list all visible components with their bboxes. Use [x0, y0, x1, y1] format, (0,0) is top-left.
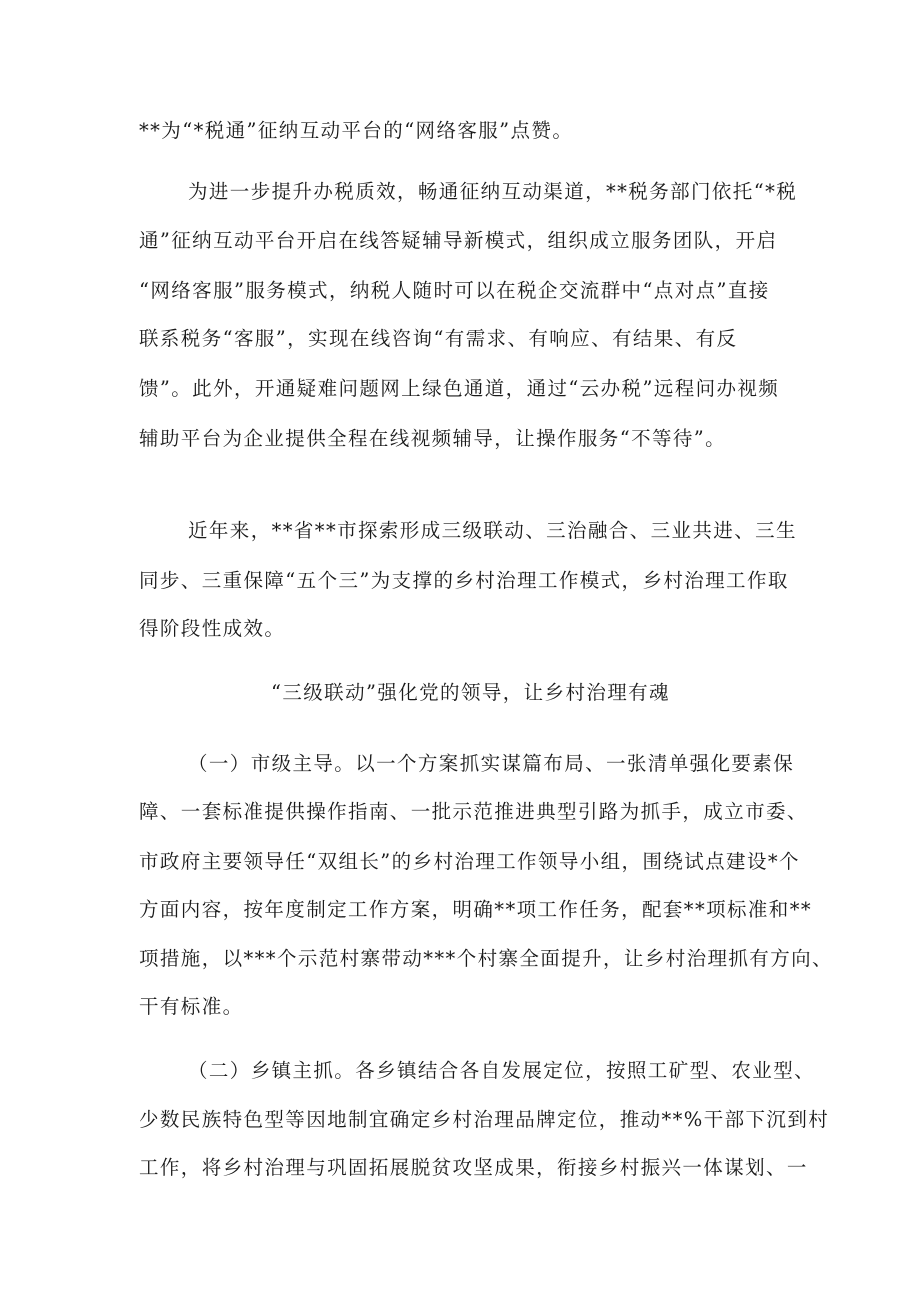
text-line-18: （二）乡镇主抓。各乡镇结合各自发展定位，按照工矿型、农业型、 — [188, 1059, 816, 1082]
text-line-14: 市政府主要领导任“双组长”的乡村治理工作领导小组，围绕试点建设*个 — [139, 850, 800, 873]
text-line-13: 障、一套标准提供操作指南、一批示范推进典型引路为抓手，成立市委、 — [139, 800, 808, 823]
text-line-15: 方面内容，按年度制定工作方案，明确**项工作任务，配套**项标准和** — [139, 898, 813, 921]
section-heading: “三级联动”强化党的领导，让乡村治理有魂 — [271, 681, 670, 704]
text-line-1: **为“*税通”征纳互动平台的“网络客服”点赞。 — [139, 119, 574, 142]
text-line-5: 联系税务“客服”，实现在线咨询“有需求、有响应、有结果、有反 — [139, 327, 738, 350]
text-line-10: 得阶段性成效。 — [139, 617, 286, 640]
text-line-20: 工作，将乡村治理与巩固拓展脱贫攻坚成果，衔接乡村振兴一体谋划、一 — [139, 1156, 808, 1179]
text-line-3: 通”征纳互动平台开启在线答疑辅导新模式，组织成立服务团队，开启 — [139, 229, 778, 252]
text-line-9: 同步、三重保障“五个三”为支撑的乡村治理工作模式，乡村治理工作取 — [139, 569, 789, 592]
text-line-16: 项措施，以***个示范村寨带动***个村寨全面提升，让乡村治理抓有方向、 — [139, 947, 833, 970]
text-line-4: “网络客服”服务模式，纳税人随时可以在税企交流群中“点对点”直接 — [139, 279, 770, 302]
text-line-6: 馈”。此外，开通疑难问题网上绿色通道，通过“云办税”远程问办视频 — [139, 377, 780, 400]
text-line-7: 辅助平台为企业提供全程在线视频辅导，让操作服务“不等待”。 — [139, 427, 727, 450]
text-line-2: 为进一步提升办税质效，畅通征纳互动渠道，**税务部门依托“*税 — [188, 180, 798, 203]
text-line-8: 近年来，**省**市探索形成三级联动、三治融合、三业共进、三生 — [188, 519, 797, 542]
text-line-12: （一）市级主导。以一个方案抓实谋篇布局、一张清单强化要素保 — [188, 752, 795, 775]
text-line-17: 干有标准。 — [139, 995, 244, 1018]
text-line-19: 少数民族特色型等因地制宜确定乡村治理品牌定位，推动**%干部下沉到村 — [139, 1108, 830, 1131]
